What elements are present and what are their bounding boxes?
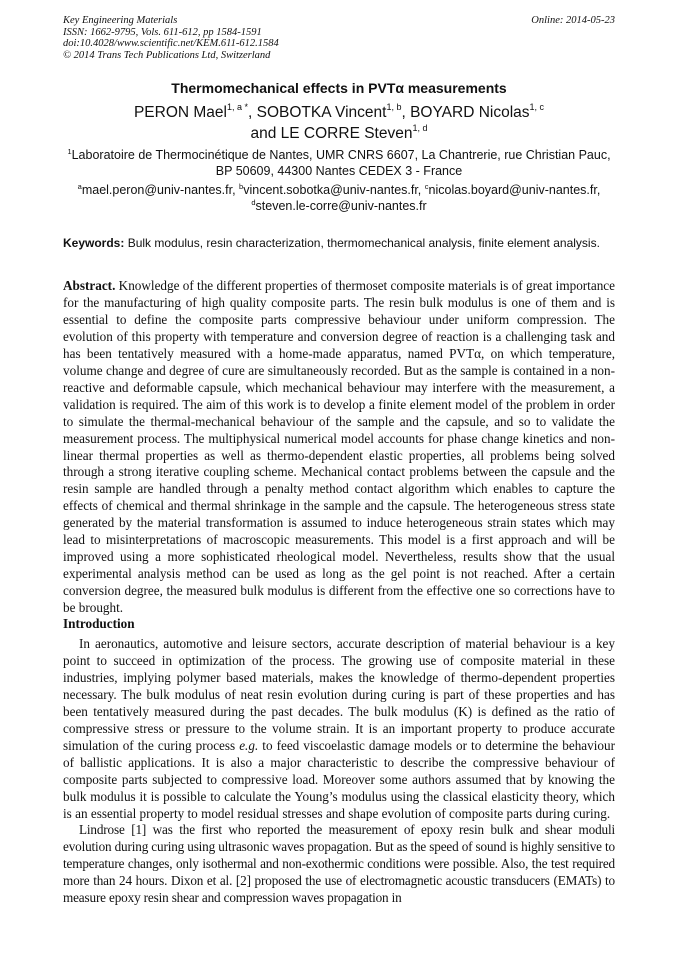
- author-line-1: [63, 102, 615, 123]
- email-sup: b: [239, 182, 244, 191]
- author-sup: 1, d: [412, 123, 428, 133]
- email-sup: d: [251, 197, 256, 207]
- paragraph: Lindrose [1] was the first who reported the measurement of epoxy resin bulk and shear moduli evolution during curing using ultrasonic waves propagation. But as the speed of sound is highly sensitive to temperature changes, only isothermal and non-exothermic conditions were possible. Also, the test required more than 24 hours. Dixon et al. [2] proposed the use of electromagnetic acoustic transducers (EMATs) to measure epoxy resin shear and compression waves propagation in: [63, 822, 615, 906]
- author-list: [63, 102, 615, 144]
- abstract: [63, 278, 615, 617]
- journal-header: [63, 15, 615, 61]
- email-link[interactable]: mael.peron@univ-nantes.fr,: [81, 183, 240, 197]
- author-name: SOBOTKA Vincent: [256, 104, 387, 121]
- author-line-2: [63, 123, 615, 144]
- paragraph-text: In aeronautics, automotive and leisure sectors, accurate description of material behaviour is a key point to succeed in optimization of the process. The growing use of composite material in these industries, implying polymer based materials, makes the knowledge of thermo-dependent properties necessary. The bulk modulus of neat resin evolution during curing is part of these properties and has been tentatively measured during the past decades. The bulk modulus (K) is defined as the ratio of compressive stress or pressure to the volume strain. It is an important property to produce accurate simulation of the curing process: [63, 636, 615, 753]
- author-sup: 1, c: [529, 102, 545, 112]
- author-name: PERON Mael: [133, 104, 227, 121]
- author-name: and LE CORRE Steven: [250, 125, 413, 142]
- journal-name: Key Engineering Materials: [63, 15, 178, 26]
- author-sep: ,: [248, 104, 257, 121]
- affiliation: [63, 148, 615, 179]
- author-sep: ,: [401, 104, 411, 121]
- keywords-label: Keywords:: [63, 236, 125, 250]
- issn-line: ISSN: 1662-9795, Vols. 611-612, pp 1584-1591: [63, 26, 262, 38]
- section-heading-introduction: Introduction: [63, 616, 135, 631]
- affiliation-sup: 1: [67, 147, 72, 156]
- doi-line[interactable]: doi:10.4028/www.scientific.net/KEM.611-612.1584: [63, 38, 279, 49]
- affiliation-text: Laboratoire de Thermocinétique de Nantes, UMR CNRS 6607, La Chantrerie, rue Christian Pauc,: [71, 148, 611, 162]
- affiliation-line-1: [63, 148, 615, 164]
- affiliation-line-2: BP 50609, 44300 Nantes CEDEX 3 - France: [215, 163, 463, 178]
- copyright-line: © 2014 Trans Tech Publications Ltd, Switzerland: [63, 49, 271, 61]
- paragraph: [63, 636, 615, 822]
- email-list: [63, 183, 615, 214]
- email-line-2: [63, 199, 615, 215]
- paragraph-italic: e.g.: [239, 737, 259, 753]
- email-link[interactable]: steven.le-corre@univ-nantes.fr: [255, 198, 427, 213]
- introduction-body: [63, 636, 615, 907]
- email-sup: a: [77, 182, 82, 191]
- author-name: BOYARD Nicolas: [410, 104, 530, 121]
- keywords: [63, 236, 615, 251]
- keywords-text: Bulk modulus, resin characterization, thermomechanical analysis, finite element analysis.: [124, 236, 600, 250]
- abstract-label: Abstract.: [63, 278, 116, 293]
- email-sup: c: [424, 182, 429, 191]
- email-line-1: [63, 183, 615, 199]
- author-sup: 1, b: [386, 102, 402, 112]
- email-link[interactable]: nicolas.boyard@univ-nantes.fr,: [428, 183, 601, 197]
- paper-title: Thermomechanical effects in PVTα measurements: [171, 80, 507, 96]
- email-link[interactable]: vincent.sobotka@univ-nantes.fr,: [243, 183, 425, 197]
- abstract-text: Knowledge of the different properties of thermoset composite materials is of great importance for the manufacturing of high quality composite parts. The resin bulk modulus is one of them and is essential to define the composite parts compressive behaviour under uniform compression. The evolution of this property with temperature and conversion degree of reaction is a challenging task and has been tentatively measured with a home-made apparatus, named PVTα, on which temperature, volume change and degree of cure are simultaneously recorded. But as the sample is contained in a non-reactive and deformable capsule, which mechanical behaviour may interfere with the measurement, a validation is required. The aim of this work is to develop a finite element model of the problem in order to simulate the thermal-mechanical behaviour of the sample and the capsule, and so to validate the measurement process. The multiphysical numerical model accounts for phase change kinetics and non-linear thermal properties as well as thermo-dependent elastic properties, all problems being solved through a strong iterative coupling scheme. Mechanical contact problems between the capsule and the resin sample are handled through a penalty method contact algorithm which enables to capture the effects of chemical and thermal shrinkage in the sample and the capsule. The heterogeneous stress state generated by the material transformation is assumed to induce heterogeneous strain states which may lead to misinterpretations of macroscopic measurements. This model is a first approach and will be improved using a more sophisticated rheological model. Nevertheless, results show that the usual experimental analysis method can be used as long as the gel point is not reached. After a certain conversion degree, the measured bulk modulus is different from the effective one so corrections have to be brought.: [63, 278, 615, 616]
- author-sup: 1, a *: [226, 102, 248, 112]
- online-date: Online: 2014-05-23: [531, 15, 615, 26]
- paragraph-text: to feed viscoelastic damage models or to determine the behaviour of ballistic applications. It is also a major characteristic to describe the compressive behaviour of composite parts subjected to compressive load. Moreover some authors assumed that by knowing the bulk modulus it is possible to calculate the Young’s modulus using the classical elasticity theory, which is an essential property to model residual stresses and shape evolution of composite parts during curing.: [63, 737, 615, 821]
